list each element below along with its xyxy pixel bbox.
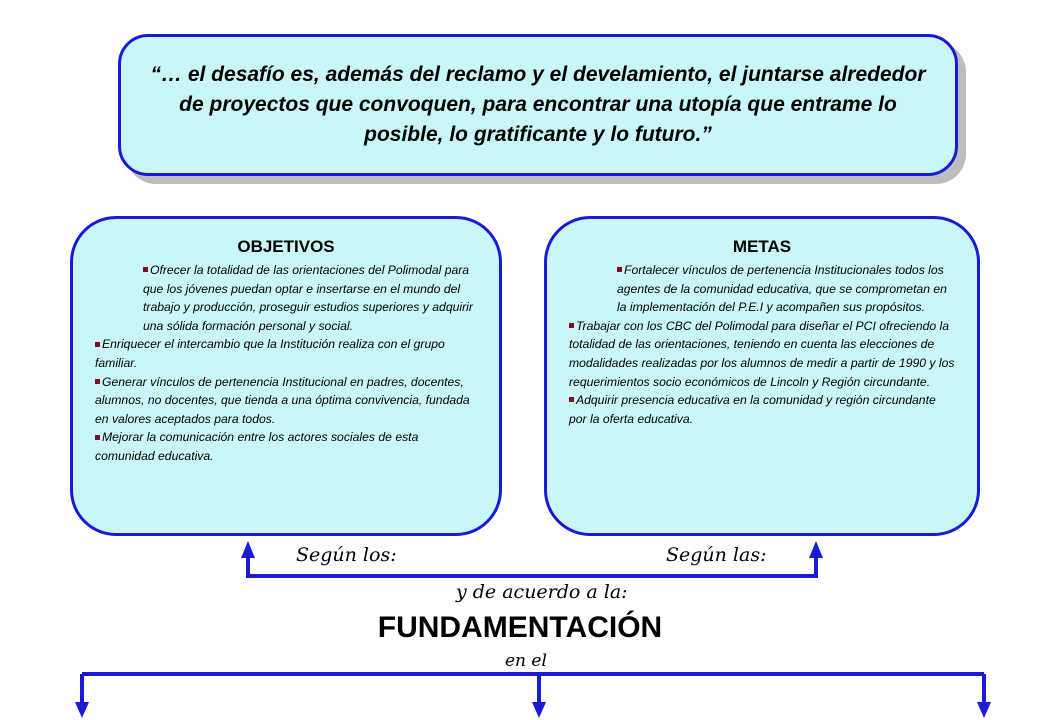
arrow-down-center-icon	[532, 702, 546, 718]
metas-title: METAS	[732, 237, 792, 256]
segun-los-label: Según los:	[296, 544, 397, 566]
metas-item-text: Trabajar con los CBC del Polimodal para diseñar el PCI ofreciendo la totalidad de las orientaciones, teniendo en cuenta las elecciones de modalidades realizadas por los alumnos de medir a partir de 1990 y los requerimientos socio económicos de Lincoln y Región circundante.	[569, 318, 955, 389]
segun-las-label: Según las:	[666, 544, 767, 566]
objetivos-title: OBJETIVOS	[237, 237, 335, 256]
objetivos-item-text: Generar vínculos de pertenencia Institucional en padres, docentes, alumnos, no docentes, que tienda a una óptima convivencia, fundada en valores aceptados para todos.	[95, 374, 470, 426]
arrow-down-left-icon	[75, 702, 89, 718]
arrow-up-metas-icon	[809, 541, 823, 558]
arrow-down-right-icon	[977, 702, 991, 718]
objetivos-item-text: Enriquecer el intercambio que la Institución realiza con el grupo familiar.	[95, 337, 445, 370]
fundamentacion-title: FUNDAMENTACIÓN	[377, 611, 663, 644]
objetivos-item-text: Mejorar la comunicación entre los actores sociales de esta comunidad educativa.	[95, 430, 419, 463]
metas-item-text: Adquirir presencia educativa en la comunidad y región circundante por la oferta educativa.	[569, 393, 936, 426]
metas-item-text: Fortalecer vínculos de pertenencia Institucionales todos los agentes de la comunidad educativa, que se comprometan en la implementación del P.E.I y acompañen sus propósitos.	[617, 263, 947, 315]
quote-text: “… el desafío es, además del reclamo y el develamiento, el juntarse alrededor de proyectos que convoquen, para encontrar una utopía que entrame lo posible, lo gratificante y lo futuro.”	[150, 63, 926, 146]
de-acuerdo-label: y de acuerdo a la:	[456, 581, 628, 603]
objetivos-item-text: Ofrecer la totalidad de las orientaciones del Polimodal para que los jóvenes puedan optar e insertarse en el mundo del trabajo y producción, proseguir estudios superiores y adquirir una sólida formación personal y social.	[143, 263, 473, 333]
arrow-up-objetivos-icon	[241, 541, 255, 558]
lower-bracket	[82, 674, 984, 704]
en-el-label: en el	[505, 651, 547, 671]
